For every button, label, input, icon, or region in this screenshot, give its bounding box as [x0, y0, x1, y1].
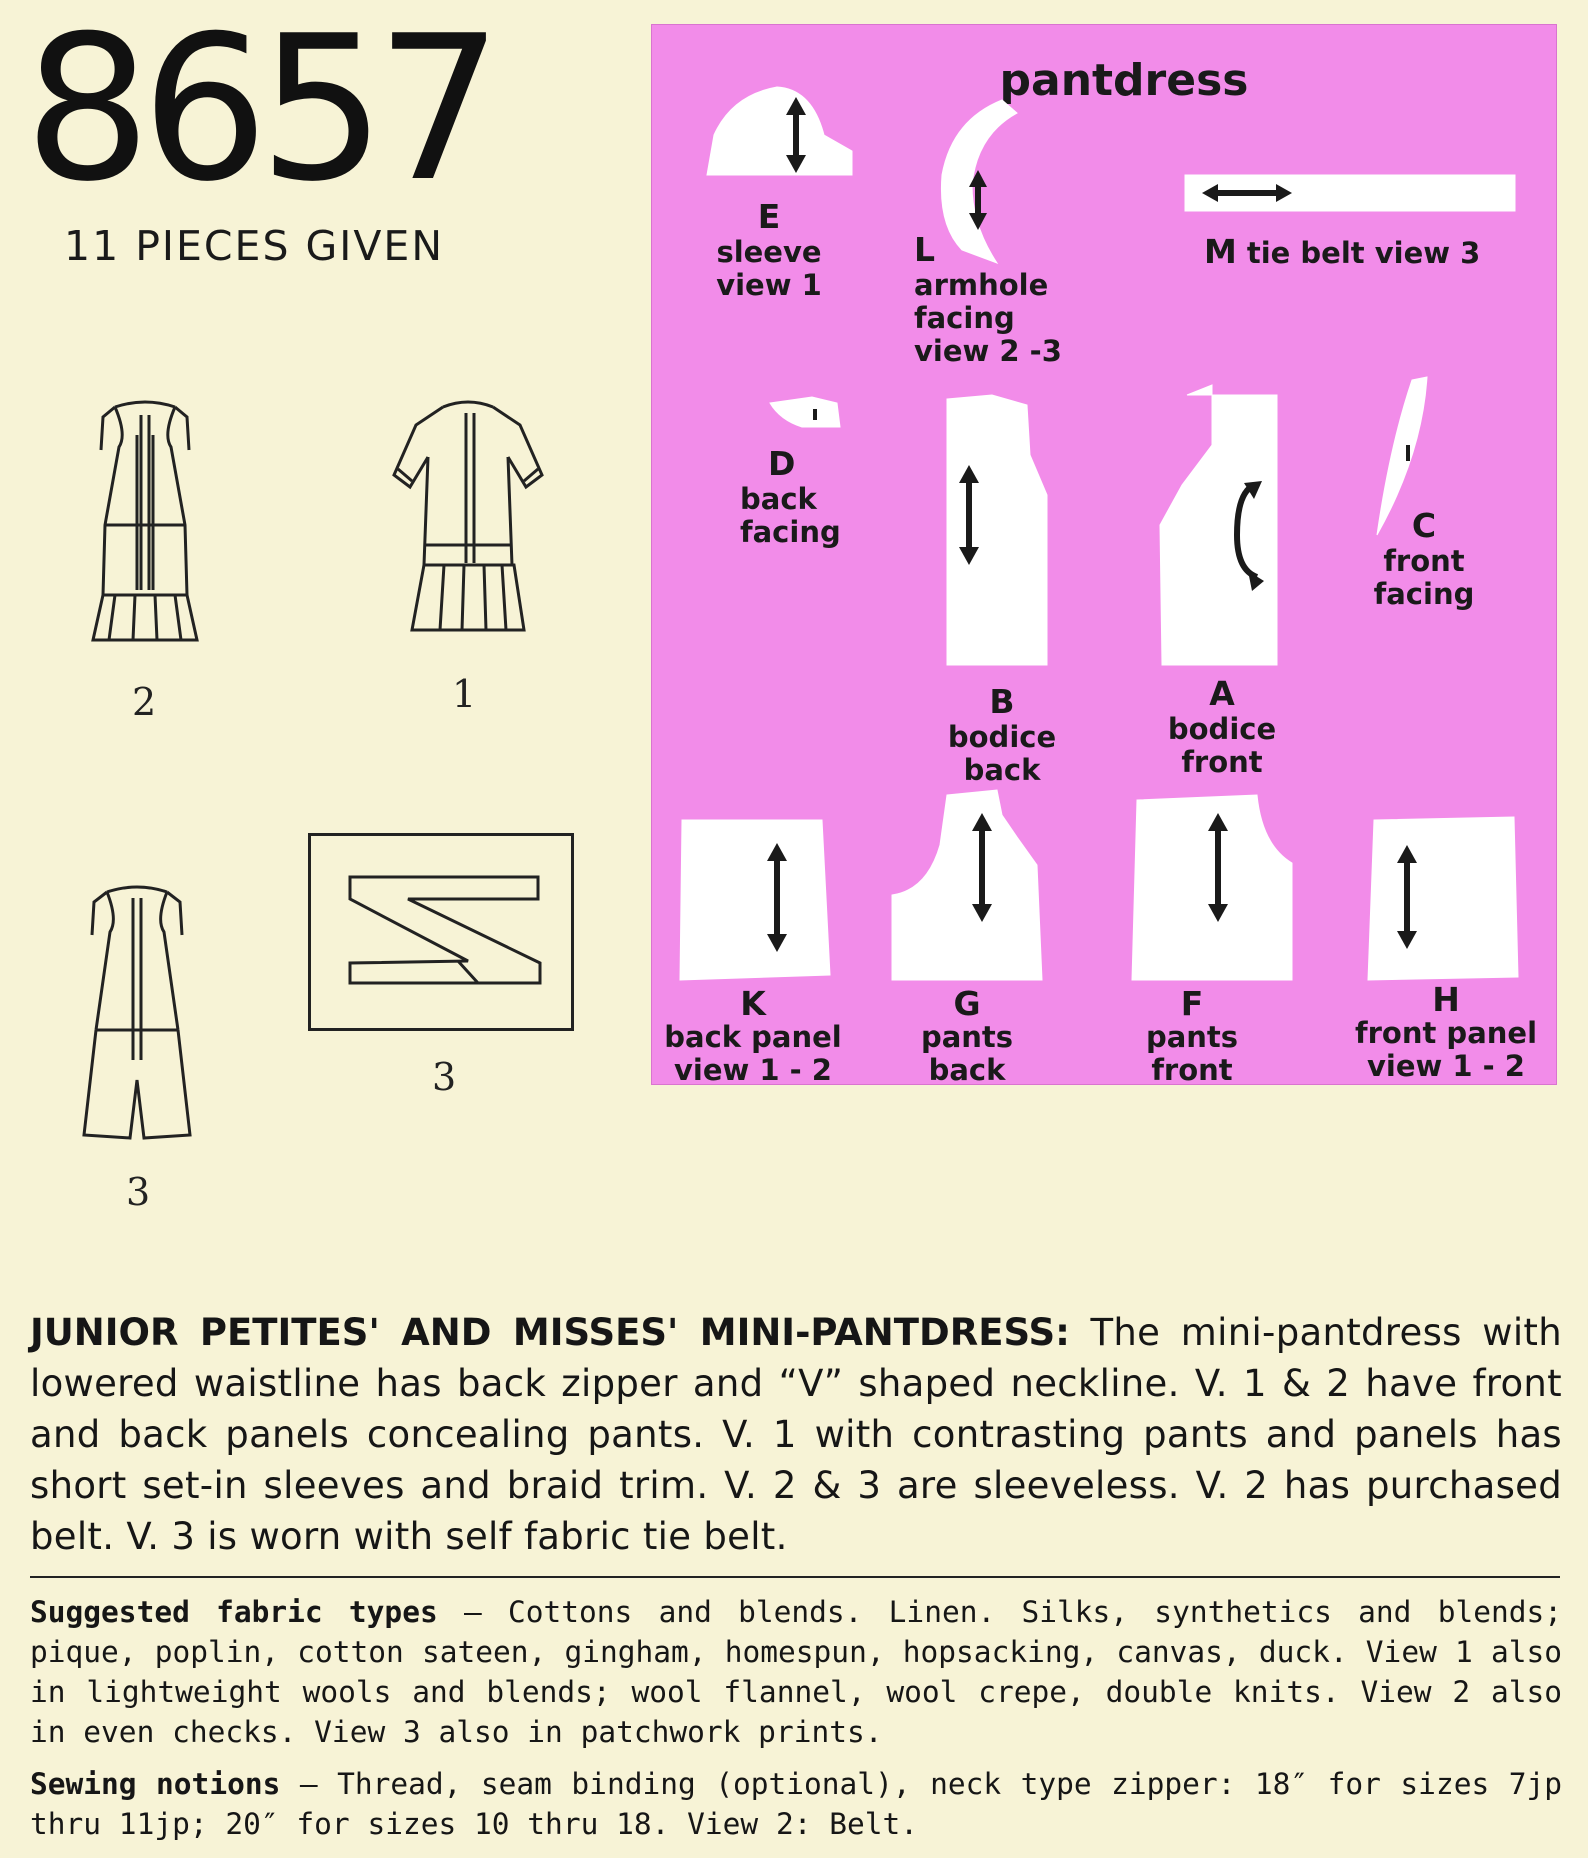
- piece-b-label: [942, 683, 1062, 787]
- piece-l-line-3: view 2 -3: [914, 334, 1062, 368]
- piece-h-line-2: view 1 - 2: [1367, 1049, 1525, 1083]
- notions-body: — Thread, seam binding (optional), neck type zipper: 18″ for sizes 7jp thru 11jp; 20″ for sizes 10 thru 18. View 2: Belt.: [30, 1767, 1562, 1841]
- pattern-description: [30, 1307, 1562, 1562]
- view-3-number: 3: [126, 1170, 151, 1214]
- sewing-notions: [30, 1764, 1562, 1844]
- piece-l-line-1: armhole: [914, 268, 1049, 302]
- view-2-number: 2: [132, 680, 157, 724]
- piece-a-label: [1162, 675, 1282, 779]
- fabrics-lead: Suggested fabric types: [30, 1595, 438, 1629]
- belt-sketch: [308, 833, 574, 1031]
- piece-h-shape: [1368, 817, 1518, 980]
- piece-g-line-1: pants: [920, 1020, 1014, 1054]
- dress-back-view-2-drawing: [75, 395, 215, 665]
- piece-c-label: [1364, 507, 1484, 611]
- piece-g-line-2: back: [928, 1053, 1006, 1087]
- pieces-given: 11 PIECES GIVEN: [64, 222, 445, 270]
- view-2-sketch: [75, 395, 215, 665]
- piece-g-shape: [892, 790, 1042, 980]
- piece-e-letter: E: [757, 197, 781, 236]
- view-3-sketch: [62, 880, 212, 1180]
- piece-d-shape: [770, 397, 840, 427]
- piece-a-line-1: bodice: [1167, 712, 1277, 746]
- piece-k-label: [658, 984, 848, 1087]
- fabrics-body: — Cottons and blends. Linen. Silks, synthetics and blends; pique, poplin, cotton sateen, gingham, homespun, hopsacking, canvas, duck. View 1 also in lightweight wools and blends; wool flannel, wool crepe, double knits. View 2 also in even checks. View 3 also in patchwork prints.: [30, 1595, 1563, 1749]
- piece-g-letter: G: [953, 984, 981, 1023]
- piece-m-letter: M: [1204, 232, 1237, 271]
- notions-lead: Sewing notions: [30, 1767, 281, 1801]
- piece-m-shape: [1185, 175, 1515, 211]
- description-lead: JUNIOR PETITES' AND MISSES' MINI-PANTDRESS:: [30, 1311, 1070, 1354]
- piece-f-shape: [1132, 795, 1292, 980]
- piece-e-shape: [707, 87, 852, 175]
- piece-e-line-1: sleeve: [716, 235, 822, 269]
- piece-f-line-1: pants: [1145, 1020, 1239, 1054]
- piece-b-shape: [947, 395, 1047, 665]
- piece-f-label: [1137, 984, 1247, 1087]
- section-divider: [30, 1576, 1560, 1578]
- piece-f-letter: F: [1180, 984, 1204, 1023]
- piece-d-line-2: facing: [740, 515, 841, 549]
- piece-m-line-1: tie belt view 3: [1246, 236, 1481, 270]
- piece-d-line-1: back: [740, 482, 817, 516]
- piece-e-label: [694, 198, 844, 302]
- piece-l-letter: L: [914, 230, 936, 269]
- suggested-fabrics: [30, 1592, 1562, 1752]
- piece-h-label: [1346, 980, 1546, 1083]
- piece-h-letter: H: [1432, 980, 1460, 1019]
- piece-a-shape: [1160, 385, 1277, 665]
- dress-back-view-1-drawing: [388, 395, 548, 660]
- piece-c-line-1: front: [1383, 544, 1465, 578]
- view-1-sketch: [388, 395, 548, 660]
- piece-l-line-2: facing: [914, 301, 1015, 335]
- piece-b-line-1: bodice: [947, 720, 1057, 754]
- piece-e-line-2: view 1: [716, 268, 822, 302]
- panel-title: pantdress: [999, 55, 1249, 106]
- pantdress-view-3-drawing: [62, 880, 212, 1180]
- piece-a-line-2: front: [1181, 745, 1263, 779]
- piece-l-label: [914, 231, 1104, 368]
- piece-d-label: [740, 445, 860, 549]
- piece-f-line-2: front: [1151, 1053, 1233, 1087]
- piece-m-label: [1204, 232, 1534, 271]
- tie-belt-drawing: [308, 833, 574, 1031]
- piece-a-letter: A: [1209, 674, 1235, 713]
- piece-h-line-1: front panel: [1354, 1016, 1538, 1050]
- pattern-layout-panel: [651, 24, 1557, 1085]
- belt-view-number: 3: [432, 1055, 457, 1099]
- piece-k-letter: K: [740, 984, 766, 1023]
- piece-b-line-2: back: [963, 753, 1041, 787]
- pattern-number: 8657: [24, 0, 493, 226]
- piece-d-letter: D: [768, 444, 796, 483]
- piece-k-shape: [680, 820, 830, 980]
- piece-k-line-2: view 1 - 2: [674, 1053, 832, 1087]
- description-body: The mini-pantdress with lowered waistline has back zipper and “V” shaped neckline. V. 1 & 2 have front and back panels concealing pants. V. 1 with contrasting pants and panels has short set-in sleeves and braid trim. V. 2 & 3 are sleeveless. V. 2 has purchased belt. V. 3 is worn with self fabric tie belt.: [30, 1311, 1562, 1558]
- piece-b-letter: B: [989, 682, 1015, 721]
- piece-k-line-1: back panel: [664, 1020, 842, 1054]
- piece-g-label: [912, 984, 1022, 1087]
- view-1-number: 1: [452, 672, 477, 716]
- piece-c-line-2: facing: [1373, 577, 1475, 611]
- piece-c-letter: C: [1411, 506, 1437, 545]
